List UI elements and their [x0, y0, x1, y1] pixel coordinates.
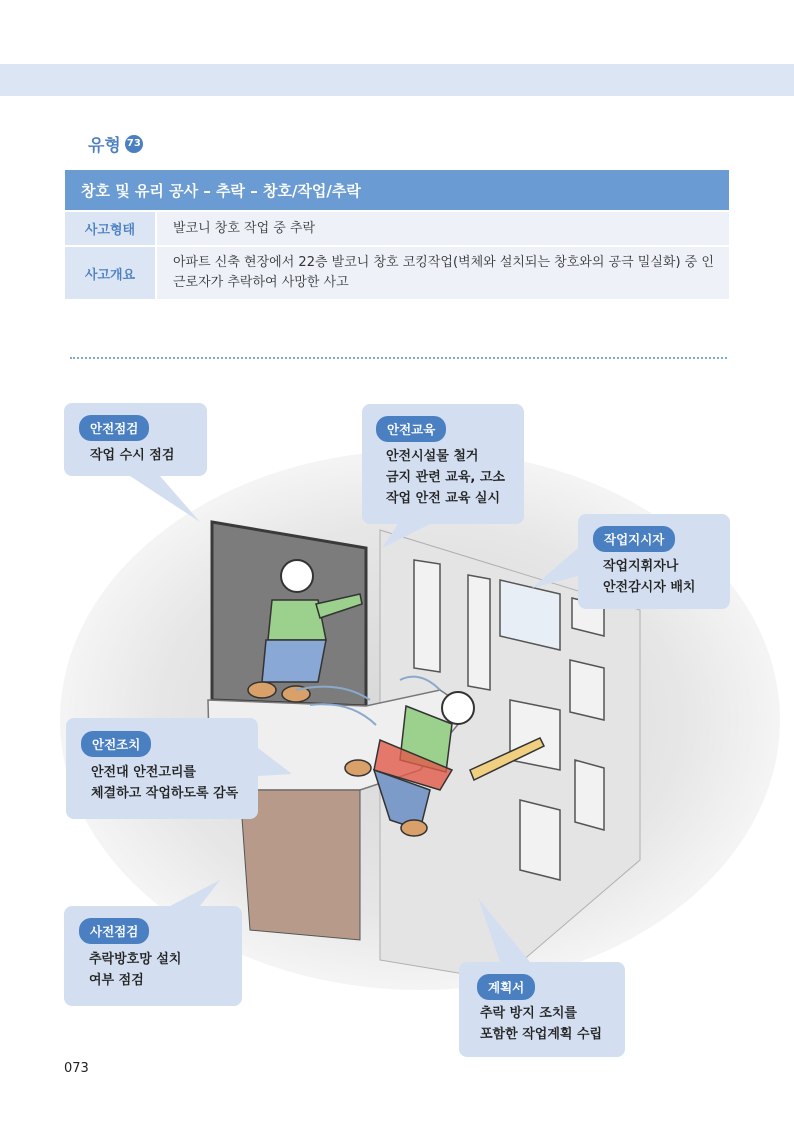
callout-tag: 안전점검	[79, 415, 149, 441]
callout-text: 안전대 안전고리를	[91, 765, 196, 780]
callout-text: 안전시설물 철거	[386, 449, 479, 464]
callout-tag: 작업지시자	[593, 526, 675, 552]
callout-text: 금지 관련 교육, 고소	[386, 470, 505, 485]
info-row-label: 사고형태	[65, 212, 155, 245]
lower-wall	[240, 790, 360, 940]
callout-text: 작업지휘자나	[603, 559, 679, 574]
callout-tag: 안전조치	[81, 731, 151, 757]
callout-text: 여부 점검	[89, 973, 144, 988]
callout-text: 안전감시자 배치	[603, 580, 696, 595]
callout-text: 작업 수시 점검	[90, 448, 175, 463]
callout-tag: 계획서	[477, 974, 535, 1000]
info-row-label: 사고개요	[65, 247, 155, 299]
callout-text: 체결하고 작업하도록 감독	[91, 786, 239, 801]
info-row-value: 아파트 신축 현장에서 22층 발코니 창호 코킹작업(벽체와 설치되는 창호와의 공극 밀실화) 중 인 근로자가 추락하여 사망한 사고	[157, 247, 729, 299]
info-row-value: 발코니 창호 작업 중 추락	[157, 212, 729, 245]
callout-text: 추락 방지 조치를	[480, 1006, 577, 1021]
callout-tag: 안전교육	[376, 416, 446, 442]
callout-text: 추락방호망 설치	[89, 952, 182, 967]
callout-text: 포함한 작업계획 수립	[480, 1027, 603, 1042]
section-title: 창호 및 유리 공사 – 추락 – 창호/작업/추락	[65, 170, 729, 210]
type-label: 유형	[88, 136, 121, 156]
callout-text: 작업 안전 교육 실시	[386, 491, 501, 506]
type-number-badge: 73	[125, 135, 143, 153]
callout-tag: 사전점검	[79, 918, 149, 944]
page-number: 073	[64, 1061, 89, 1076]
